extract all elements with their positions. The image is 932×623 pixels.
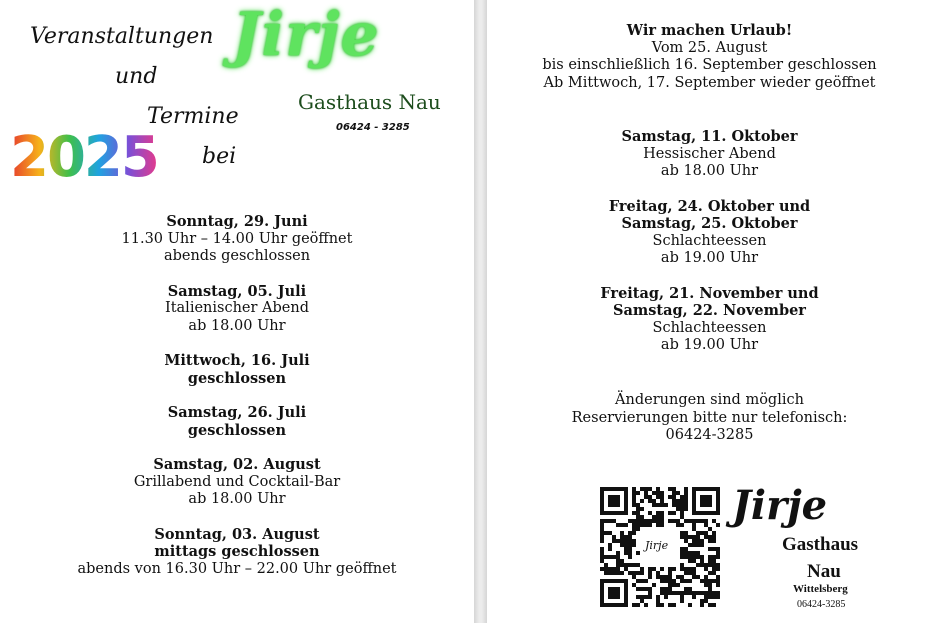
- event-line: 11.30 Uhr – 14.00 Uhr geöffnet: [121, 230, 353, 247]
- event-line-bold: geschlossen: [187, 421, 287, 439]
- svg-text:Jirje: Jirje: [645, 539, 669, 552]
- header-word-termine: Termine: [147, 104, 239, 129]
- event-entry: [0, 283, 474, 336]
- event-entry: [0, 404, 474, 439]
- logo-name: Jirje: [232, 0, 380, 70]
- event-line: ab 19.00 Uhr: [660, 250, 759, 266]
- footer-logo-name: Jirje: [732, 482, 828, 529]
- event-entry: [0, 352, 474, 387]
- event-line: ab 18.00 Uhr: [660, 163, 759, 179]
- event-line: Grillabend und Cocktail-Bar: [133, 473, 341, 490]
- header-word-bei: bei: [202, 144, 237, 169]
- event-title: Samstag, 05. Juli: [167, 282, 307, 300]
- page-gutter: [474, 0, 487, 623]
- vacation-line: Vom 25. August: [651, 39, 768, 56]
- logo-phone: 06424 - 3285: [336, 122, 410, 133]
- vacation-line: bis einschließlich 16. September geschlossen: [542, 57, 877, 73]
- event-line-bold: mittags geschlossen: [154, 543, 320, 560]
- note-line: Reservierungen bitte nur telefonisch:: [571, 409, 848, 426]
- event-line: Schlachteessen: [652, 319, 767, 336]
- event-entry: [0, 526, 474, 579]
- event-line: abends von 16.30 Uhr – 22.00 Uhr geöffnet: [77, 560, 397, 577]
- event-entry: [487, 198, 932, 268]
- footer-logo-nau: Nau: [807, 561, 841, 582]
- logo-subtitle: Gasthaus Nau: [298, 90, 441, 114]
- event-title: Sonntag, 29. Juni: [166, 213, 308, 230]
- left-events-list: [0, 213, 474, 595]
- note-line: 06424-3285: [665, 427, 754, 443]
- event-title: Freitag, 24. Oktober und: [608, 197, 811, 215]
- event-line: Hessischer Abend: [643, 145, 776, 162]
- event-line: abends geschlossen: [163, 248, 311, 264]
- event-title: Freitag, 21. November und: [600, 284, 819, 302]
- footer-logo-place: Wittelsberg: [793, 583, 848, 595]
- year-graphic: 2025: [10, 125, 158, 190]
- event-line: Italienischer Abend: [164, 300, 309, 316]
- header-word-und: und: [115, 64, 158, 89]
- header-word-veranstaltungen: Veranstaltungen: [30, 24, 214, 49]
- event-title: Samstag, 22. November: [613, 302, 806, 319]
- event-line: Schlachteessen: [652, 232, 767, 249]
- event-line: ab 19.00 Uhr: [660, 337, 759, 353]
- vacation-notice: [487, 22, 932, 92]
- notes-block: [487, 392, 932, 445]
- vacation-title: Wir machen Urlaub!: [626, 22, 793, 39]
- event-line-bold: geschlossen: [187, 369, 287, 387]
- note-line: Änderungen sind möglich: [615, 392, 804, 408]
- footer-logo-phone: 06424-3285: [797, 599, 846, 610]
- event-line: ab 18.00 Uhr: [188, 491, 286, 507]
- right-events-list: [487, 128, 932, 372]
- event-title: Samstag, 25. Oktober: [621, 215, 798, 232]
- vacation-line: Ab Mittwoch, 17. September wieder geöffnet: [543, 74, 876, 91]
- event-line: ab 18.00 Uhr: [188, 317, 286, 334]
- event-entry: [0, 456, 474, 509]
- event-title: Samstag, 11. Oktober: [621, 128, 798, 145]
- qr-code-icon: [600, 487, 720, 607]
- event-entry: [0, 213, 474, 266]
- event-entry: [487, 285, 932, 355]
- event-title: Samstag, 02. August: [153, 456, 321, 473]
- event-title: Samstag, 26. Juli: [167, 404, 307, 421]
- footer-logo-gasthaus: Gasthaus: [782, 534, 859, 555]
- event-title: Sonntag, 03. August: [154, 525, 320, 543]
- event-title: Mittwoch, 16. Juli: [164, 352, 310, 369]
- event-entry: [487, 128, 932, 181]
- footer-logo: [732, 482, 872, 617]
- right-page: [487, 0, 932, 623]
